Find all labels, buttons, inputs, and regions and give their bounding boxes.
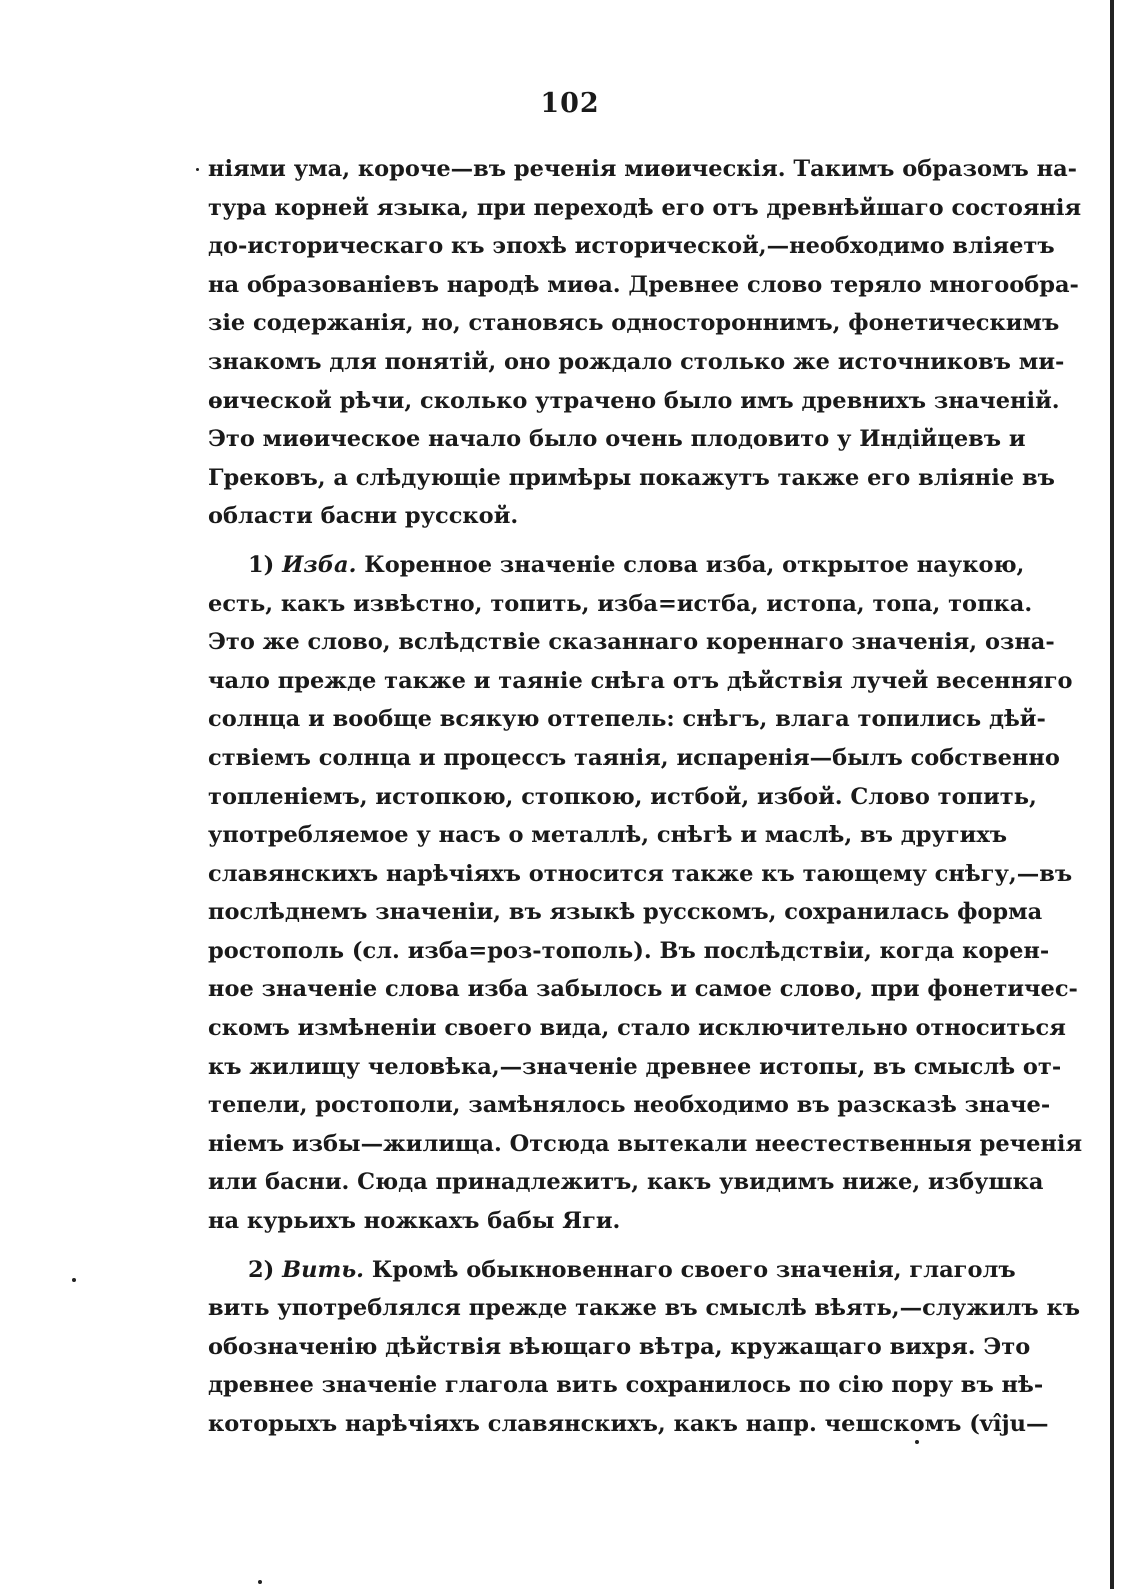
text-line: ѳической рѣчи, сколько утрачено было имъ древнихъ значеній.: [208, 387, 1060, 414]
scan-speck: [72, 1278, 76, 1282]
text-line: или басни. Сюда принадлежитъ, какъ увидимъ ниже, избушка: [208, 1169, 1044, 1196]
text-line: которыхъ нарѣчіяхъ славянскихъ, какъ напр. чешскомъ (vîju—: [208, 1411, 1049, 1437]
text-line: ствіемъ солнца и процессъ таянія, испаренія—былъ собственно: [208, 744, 1060, 771]
paragraph-continuation: [208, 150, 1082, 536]
text-line: зіе содержанія, но, становясь одностороннимъ, фонетическимъ: [208, 310, 1060, 337]
text-line: Грековъ, а слѣдующіе примѣры покажутъ также его вліяніе въ: [208, 464, 1055, 491]
text-line: ніями ума, короче—въ реченія миѳическія. Такимъ образомъ на-: [208, 156, 1077, 182]
paragraph-izba: [208, 546, 1083, 1241]
page-number: 102: [540, 88, 600, 119]
text-line: солнца и вообще всякую оттепель: снѣгъ, влага топились дѣй-: [208, 706, 1046, 733]
paragraph-vit: [208, 1251, 1080, 1444]
scan-speck: [258, 1580, 262, 1584]
text-line: тепели, ростополи, замѣнялось необходимо въ разсказѣ значе-: [208, 1092, 1051, 1119]
text-line: употребляемое у насъ о металлѣ, снѣгѣ и маслѣ, въ другихъ: [208, 822, 1008, 849]
text-line: на курьихъ ножкахъ бабы Яги.: [208, 1208, 621, 1235]
page-edge-border: [1110, 0, 1114, 1589]
text-line: ростополь (сл. изба=роз-тополь). Въ послѣдствіи, когда корен-: [208, 937, 1050, 964]
text-line: Это миѳическое начало было очень плодовито у Индійцевъ и: [208, 426, 1026, 453]
text-line: топленіемъ, истопкою, стопкою, истбой, избой. Слово топить,: [208, 783, 1037, 810]
text-line: чало прежде также и таяніе снѣга отъ дѣйствія лучей весенняго: [208, 667, 1073, 694]
text-line: области басни русской.: [208, 503, 519, 530]
entry-term: Вить.: [282, 1256, 365, 1283]
body-text: [208, 150, 1083, 1444]
text-line: тура корней языка, при переходѣ его отъ древнѣйшаго состоянія: [208, 194, 1082, 221]
entry-number: 1): [248, 551, 275, 578]
entry-number: 2): [248, 1256, 275, 1283]
entry-first-line-text: Кромѣ обыкновеннаго своего значенія, глаголъ: [371, 1256, 1016, 1283]
entry-first-line-text: Коренное значеніе слова изба, открытое наукою,: [364, 551, 1025, 578]
text-line: ное значеніе слова изба забылось и самое слово, при фонетичес-: [208, 976, 1078, 1003]
text-line: знакомъ для понятій, оно рождало столько же источниковъ ми-: [208, 348, 1065, 375]
text-line: вить употреблялся прежде также въ смыслѣ вѣять,—служилъ къ: [208, 1295, 1080, 1322]
scan-speck: [196, 168, 199, 171]
paragraph-first-line: [208, 1251, 1016, 1290]
text-line: есть, какъ извѣстно, топить, изба=истба, истопа, топа, топка.: [208, 590, 1033, 617]
text-line: Это же слово, вслѣдствіе сказаннаго кореннаго значенія, озна-: [208, 629, 1055, 656]
scan-speck: [915, 1440, 919, 1444]
text-line: древнее значеніе глагола вить сохранилось по сію пору въ нѣ-: [208, 1372, 1044, 1399]
text-line: скомъ измѣненіи своего вида, стало исключительно относиться: [208, 1015, 1066, 1042]
text-line: къ жилищу человѣка,—значеніе древнее истопы, въ смыслѣ от-: [208, 1053, 1062, 1080]
text-line: на образованіевъ народѣ миѳа. Древнее слово теряло многообра-: [208, 271, 1079, 298]
text-line: славянскихъ нарѣчіяхъ относится также къ тающему снѣгу,—въ: [208, 860, 1073, 887]
text-line: обозначенію дѣйствія вѣющаго вѣтра, кружащаго вихря. Это: [208, 1333, 1031, 1360]
entry-term: Изба.: [282, 551, 357, 578]
paragraph-first-line: [208, 546, 1025, 585]
text-line: ніемъ избы—жилища. Отсюда вытекали неестественныя реченія: [208, 1130, 1083, 1157]
text-line: до-историческаго къ эпохѣ исторической,—необходимо вліяетъ: [208, 233, 1055, 260]
text-line: послѣднемъ значеніи, въ языкѣ русскомъ, сохранилась форма: [208, 899, 1043, 926]
